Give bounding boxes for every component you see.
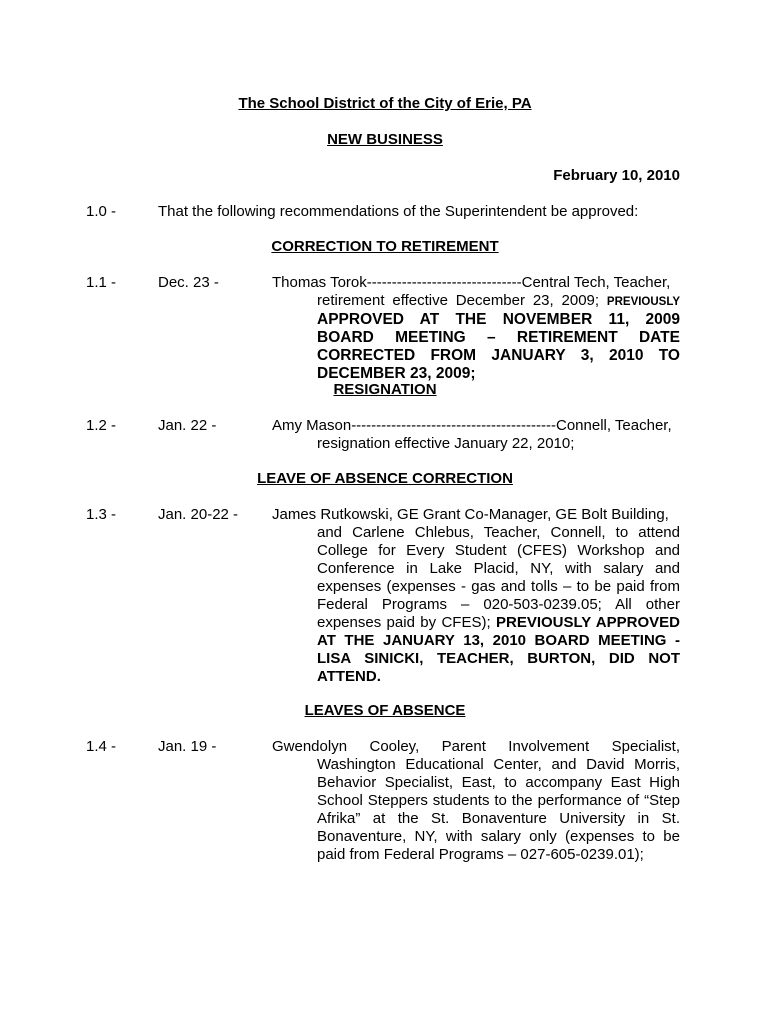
item-line1-1-2: Amy Mason-----------------------------------------Connell, Teacher,: [272, 417, 672, 434]
new-business-heading: NEW BUSINESS: [327, 131, 443, 148]
intro-text: That the following recommendations of the Superintendent be approved:: [158, 203, 639, 220]
document-date: February 10, 2010: [553, 167, 680, 184]
item-bold-1-3: PREVIOUSLY APPROVED AT THE JANUARY 13, 2010 BOARD MEETING - LISA SINICKI, TEACHER, BURTON, DID NOT ATTEND.: [317, 614, 680, 685]
item-date-1-2: Jan. 22 -: [158, 417, 217, 434]
item-date-1-4: Jan. 19 -: [158, 738, 217, 755]
item-body-1-3: [317, 524, 680, 686]
item-entry-1-3: [272, 506, 680, 686]
item-line1-1-4: Gwendolyn Cooley, Parent Involvement Specialist,: [272, 738, 680, 755]
item-number-1-3: 1.3 -: [86, 506, 117, 523]
item-entry-1-4: [272, 738, 680, 864]
item-smallcaps-1-1: PREVIOUSLY: [606, 296, 680, 308]
item-bold-1-1: APPROVED AT THE NOVEMBER 11, 2009 BOARD MEETING – RETIREMENT DATE CORRECTED FROM JANUARY 3, 2010 TO DECEMBER 23, 2009;: [317, 311, 680, 382]
item-line1-1-3: James Rutkowski, GE Grant Co-Manager, GE Bolt Building,: [272, 506, 669, 523]
item-number-1-2: 1.2 -: [86, 417, 117, 434]
item-number-1-4: 1.4 -: [86, 738, 117, 755]
item-entry-1-2: [272, 417, 680, 453]
item-date-1-1: Dec. 23 -: [158, 274, 219, 291]
section-leaves-of-absence: LEAVES OF ABSENCE: [304, 702, 466, 719]
item-text-1-2: resignation effective January 22, 2010;: [317, 435, 575, 452]
section-correction-to-retirement: CORRECTION TO RETIREMENT: [271, 238, 499, 255]
document-title: The School District of the City of Erie, PA: [238, 95, 532, 112]
item-body-1-1: [317, 292, 680, 383]
item-text-1-4: Washington Educational Center, and David Morris, Behavior Specialist, East, to accompany East High School Steppers students to the performance of “Step Afrika” at the St. Bonaventure University in St. Bonaventure, NY, with salary only (expenses to be paid from Federal Programs – 027-605-0239.01);: [317, 756, 680, 863]
item-line1-1-1: Thomas Torok-------------------------------Central Tech, Teacher,: [272, 274, 671, 291]
section-leave-of-absence-correction: LEAVE OF ABSENCE CORRECTION: [257, 470, 513, 487]
item-text-1-1: retirement effective December 23, 2009;: [317, 292, 600, 309]
item-text-1-3: and Carlene Chlebus, Teacher, Connell, to attend College for Every Student (CFES) Workshop and Conference in Lake Placid, NY, with salary and expenses (expenses - gas and tolls – to be paid from Federal Programs – 020-503-0239.05; All other expenses paid by CFES);: [317, 524, 680, 631]
item-date-1-3: Jan. 20-22 -: [158, 506, 239, 523]
item-entry-1-1: [272, 274, 680, 383]
section-resignation: RESIGNATION: [333, 381, 437, 398]
item-number-1-0: 1.0 -: [86, 203, 117, 220]
item-number-1-1: 1.1 -: [86, 274, 117, 291]
